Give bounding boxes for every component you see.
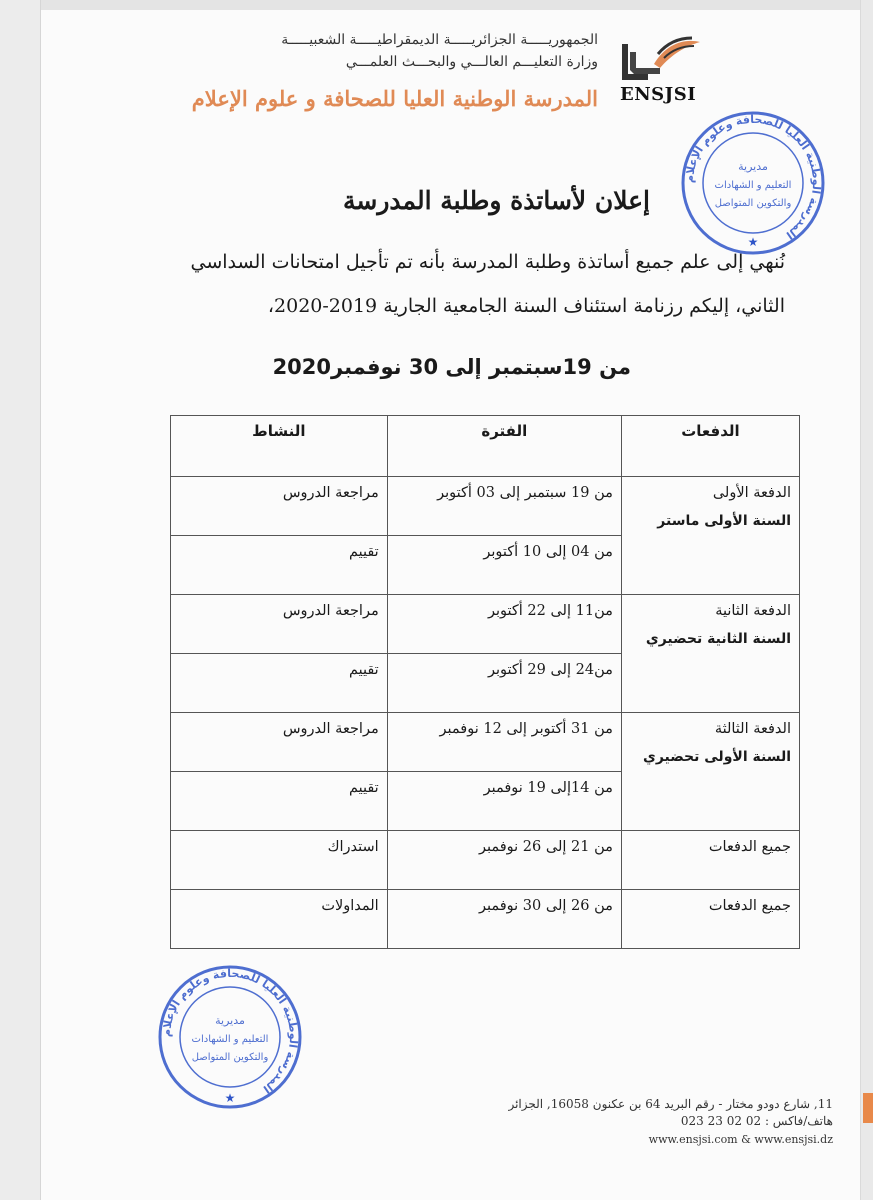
activity-text: استدراك <box>327 839 379 855</box>
activity-text: تقييم <box>348 544 379 560</box>
cohort-year: السنة الأولى ماستر <box>657 513 791 529</box>
cohort-name: الدفعة الثانية <box>715 603 791 619</box>
cohort-name: جميع الدفعات <box>708 898 791 914</box>
period-cell <box>387 831 621 890</box>
period-text: من 04 إلى 10 أكتوبر <box>483 544 613 560</box>
period-text: من 19 سبتمبر إلى 03 أكتوبر <box>437 485 613 501</box>
schedule-table <box>170 415 800 949</box>
official-stamp-top <box>678 108 828 258</box>
period-cell <box>387 713 621 772</box>
table-row <box>171 595 800 654</box>
cohort-cell <box>621 890 799 949</box>
scan-edge-left <box>0 0 41 1200</box>
activity-cell <box>171 890 388 949</box>
period-text: من 14إلى 19 نوفمبر <box>483 780 613 796</box>
table-header-row <box>171 416 800 477</box>
table-row <box>171 477 800 536</box>
activity-text: مراجعة الدروس <box>282 721 379 737</box>
announcement-line-2: الثاني، إليكم رزنامة استئناف السنة الجامعية الجارية 2019-2020، <box>267 295 785 317</box>
period-text: من 26 إلى 30 نوفمبر <box>478 898 613 914</box>
period-cell <box>387 595 621 654</box>
activity-text: مراجعة الدروس <box>282 485 379 501</box>
cohort-year: السنة الأولى تحضيري <box>643 749 791 765</box>
activity-text: المداولات <box>321 898 379 914</box>
period-cell <box>387 890 621 949</box>
stamp-line3: والتكوين المتواصل <box>191 1052 269 1063</box>
stamp-line2: التعليم و الشهادات <box>191 1034 269 1045</box>
stamp-line1: مديرية <box>215 1014 245 1027</box>
announcement-line-1: نُنهي إلى علم جميع أساتذة وطلبة المدرسة بأنه تم تأجيل امتحانات السداسي <box>190 251 785 273</box>
table-row <box>171 831 800 890</box>
period-text: من24 إلى 29 أكتوبر <box>487 662 613 678</box>
page-tab-mark <box>863 1093 873 1123</box>
header-cohort: الدفعات <box>621 416 799 477</box>
cohort-name: الدفعة الثالثة <box>714 721 791 737</box>
stamp-line2: التعليم و الشهادات <box>714 180 792 191</box>
stamp-outer-text: المدرسة الوطنية العليا للصحافة وعلوم الإعلام <box>682 112 824 242</box>
stamp-line3: والتكوين المتواصل <box>714 198 792 209</box>
cohort-cell <box>621 477 799 595</box>
period-cell <box>387 477 621 536</box>
cohort-cell <box>621 595 799 713</box>
cohort-name: الدفعة الأولى <box>712 485 791 501</box>
cohort-cell <box>621 831 799 890</box>
table-row <box>171 890 800 949</box>
activity-cell <box>171 536 388 595</box>
activity-cell <box>171 831 388 890</box>
stamp-star-icon: ★ <box>224 1091 236 1105</box>
period-text: من11 إلى 22 أكتوبر <box>487 603 613 619</box>
period-text: من 31 أكتوبر إلى 12 نوفمبر <box>439 721 613 737</box>
period-cell <box>387 654 621 713</box>
table-row <box>171 713 800 772</box>
activity-text: مراجعة الدروس <box>282 603 379 619</box>
school-logo-text: ENSJSI <box>620 84 697 105</box>
footer-phone: هاتف/فاكس : 02 02 23 023 <box>680 1114 833 1128</box>
school-name: المدرسة الوطنية العليا للصحافة و علوم الإعلام <box>191 86 598 111</box>
activity-cell <box>171 654 388 713</box>
activity-cell <box>171 477 388 536</box>
activity-text: تقييم <box>348 780 379 796</box>
activity-cell <box>171 772 388 831</box>
cohort-year: السنة الثانية تحضيري <box>645 631 791 647</box>
scan-edge-top <box>0 0 873 10</box>
stamp-line1: مديرية <box>738 160 768 173</box>
footer-website: www.ensjsi.com & www.ensjsi.dz <box>648 1133 833 1146</box>
cohort-name: جميع الدفعات <box>708 839 791 855</box>
header-period: الفترة <box>387 416 621 477</box>
announcement-period: من 19سبتمبر إلى 30 نوفمبر2020 <box>272 355 631 379</box>
scan-edge-right <box>860 0 873 1200</box>
period-text: من 21 إلى 26 نوفمبر <box>478 839 613 855</box>
header-activity: النشاط <box>171 416 388 477</box>
activity-cell <box>171 713 388 772</box>
activity-cell <box>171 595 388 654</box>
activity-text: تقييم <box>348 662 379 678</box>
period-cell <box>387 536 621 595</box>
period-cell <box>387 772 621 831</box>
ministry-line: وزارة التعليـــم العالـــي والبحـــث العلمـــي <box>345 54 598 70</box>
republic-line: الجمهوريـــــة الجزائريـــــة الديمقراطيـــــة الشعبيـــــة <box>281 32 598 48</box>
stamp-outer-text: المدرسة الوطنية العليا للصحافة وعلوم الإعلام <box>159 966 301 1096</box>
announcement-title: إعلان لأساتذة وطلبة المدرسة <box>342 186 650 215</box>
footer-address: 11, شارع دودو مختار - رقم البريد 64 بن عكنون 16058, الجزائر <box>508 1097 833 1111</box>
cohort-cell <box>621 713 799 831</box>
stamp-star-icon: ★ <box>747 235 759 249</box>
official-stamp-bottom <box>155 962 305 1112</box>
